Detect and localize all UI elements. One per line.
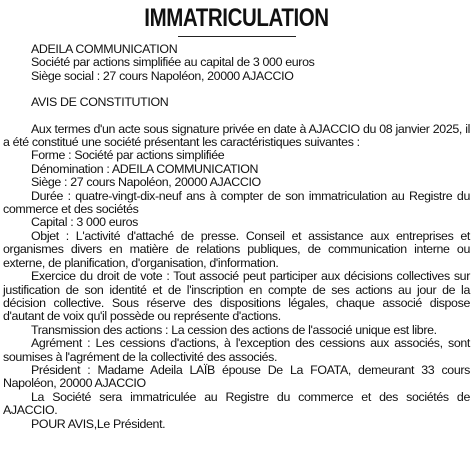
forme-line: Forme : Société par actions simplifiée <box>31 148 225 163</box>
capital-line: Capital : 3 000 euros <box>31 215 138 230</box>
intro-paragraph: Aux termes d'un acte sous signature privée en date à AJACCIO du 08 janvier 2025, il a été constitué une société présentant les caractéristiques suivantes : <box>3 121 470 150</box>
spacer <box>3 110 470 123</box>
company-seat-line: Siège social : 27 cours Napoléon, 20000 AJACCIO <box>31 68 294 83</box>
transmission-line: Transmission des actions : La cession des actions de l'associé unique est libre. <box>31 322 437 337</box>
siege-line: Siège : 27 cours Napoléon, 20000 AJACCIO <box>31 175 261 190</box>
title-underline <box>178 36 296 37</box>
company-name: ADEILA COMMUNICATION <box>31 42 178 56</box>
notice-title: IMMATRICULATION <box>144 4 329 32</box>
closing-line: POUR AVIS,Le Président. <box>31 416 166 431</box>
company-form-line: Société par actions simplifiée au capital de 3 000 euros <box>31 55 315 70</box>
denomination-line: Dénomination : ADEILA COMMUNICATION <box>31 161 259 176</box>
immatriculation-line: La Société sera immatriculée au Registre du commerce et des sociétés de AJACCIO. <box>3 389 470 418</box>
objet-paragraph: Objet : L'activité d'attaché de presse. Conseil et assistance aux entreprises et organismes divers en matière de relations publiques, de communication interne ou externe, de planification, d'organisation, d'information. <box>3 228 470 270</box>
section-heading: AVIS DE CONSTITUTION <box>31 95 169 110</box>
president-paragraph: Président : Madame Adeila LAÏB épouse De La FOATA, demeurant 33 cours Napoléon, 20000 AJACCIO <box>3 362 470 391</box>
agrement-paragraph: Agrément : Les cessions d'actions, à l'exception des cessions aux associés, sont soumises à l'agrément de la collectivité des associés. <box>3 336 470 364</box>
duree-paragraph: Durée : quatre-vingt-dix-neuf ans à compter de son immatriculation au Registre du commerce et des sociétés <box>3 188 470 217</box>
company-header <box>3 43 470 83</box>
vote-paragraph: Exercice du droit de vote : Tout associé peut participer aux décisions collectives sur justification de son identité et de l'inscription en compte de ses actions au jour de la décision collective. Sous réserve des dispositions légales, chaque associé dispose d'autant de voix qu'il possède ou représente d'actions. <box>3 269 470 324</box>
